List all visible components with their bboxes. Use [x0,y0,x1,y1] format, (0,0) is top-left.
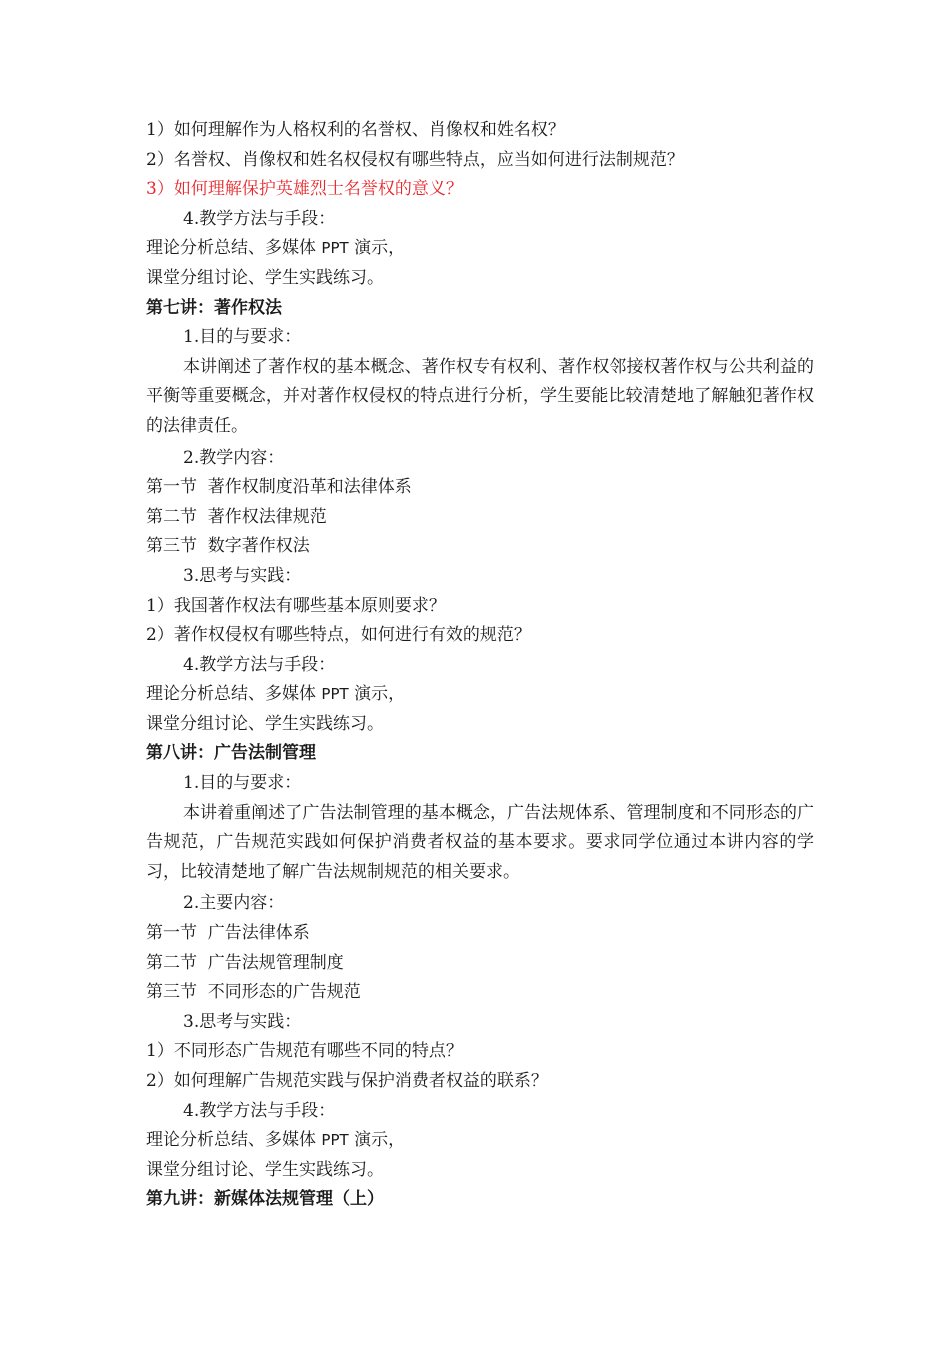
lecture8-section-1: 第一节 广告法律体系 [146,923,310,944]
lecture7-section-3: 第三节 数字著作权法 [146,536,310,557]
lecture8-method-heading: 4.教学方法与手段： [183,1100,336,1121]
method-text: 演示， [348,1130,406,1151]
lecture9-title: 第九讲：新媒体法规管理（上） [146,1189,384,1210]
lecture6-question-2: 2）名誉权、肖像权和姓名权侵权有哪些特点，应当如何进行法制规范？ [146,149,684,170]
lecture7-goal-heading: 1.目的与要求： [183,327,302,348]
lecture8-section-3: 第三节 不同形态的广告规范 [146,982,361,1003]
lecture6-question-3-highlighted: 3）如何理解保护英雄烈士名誉权的意义？ [146,179,463,200]
lecture6-method-line-1 [146,234,814,264]
method-text: 理论分析总结、多媒体 [146,238,322,259]
lecture7-method-heading: 4.教学方法与手段： [183,654,336,675]
method-text: 理论分析总结、多媒体 [146,684,322,705]
ppt-text: PPT [321,239,349,258]
method-text: 理论分析总结、多媒体 [146,1130,322,1151]
lecture8-question-2: 2）如何理解广告规范实践与保护消费者权益的联系？ [146,1071,548,1091]
method-text: 演示， [348,684,406,705]
lecture6-question-1: 1）如何理解作为人格权利的名誉权、肖像权和姓名权？ [146,120,565,140]
lecture8-goal-text: 本讲着重阐述了广告法制管理的基本概念，广告法规体系、管理制度和不同形态的广告规范，广告规范实践如何保护消费者权益的基本要求。要求同学位通过本讲内容的学习，比较清楚地了解广告法规制规范的相关要求。 [146,802,814,882]
lecture7-method-line-1 [146,680,814,710]
ppt-text: PPT [321,685,349,704]
lecture7-section-1: 第一节 著作权制度沿革和法律体系 [146,477,412,498]
lecture6-method-line-2: 课堂分组讨论、学生实践练习。 [146,267,384,288]
lecture7-content-heading: 2.教学内容： [183,447,285,468]
lecture8-title: 第八讲：广告法制管理 [146,743,316,764]
method-text: 演示， [348,238,406,259]
lecture8-content-heading: 2.主要内容： [183,893,285,914]
lecture6-method-heading: 4.教学方法与手段： [183,208,336,229]
lecture8-method-line-1 [146,1126,814,1156]
lecture7-question-1: 1）我国著作权法有哪些基本原则要求？ [146,595,446,616]
lecture8-question-1: 1）不同形态广告规范有哪些不同的特点？ [146,1041,463,1062]
lecture8-section-2: 第二节 广告法规管理制度 [146,952,344,973]
lecture8-goal-heading: 1.目的与要求： [183,773,302,794]
lecture7-title: 第七讲：著作权法 [146,297,282,318]
lecture8-method-line-2: 课堂分组讨论、学生实践练习。 [146,1159,384,1180]
lecture7-goal-text: 本讲阐述了著作权的基本概念、著作权专有权利、著作权邻接权著作权与公共利益的平衡等重要概念，并对著作权侵权的特点进行分析，学生要能比较清楚地了解触犯著作权的法律责任。 [146,356,814,436]
lecture8-practice-heading: 3.思考与实践： [183,1011,302,1032]
lecture7-section-2: 第二节 著作权法律规范 [146,506,327,527]
lecture7-question-2: 2）著作权侵权有哪些特点，如何进行有效的规范？ [146,625,531,646]
lecture7-practice-heading: 3.思考与实践： [183,565,302,586]
lecture7-method-line-2: 课堂分组讨论、学生实践练习。 [146,713,384,734]
ppt-text: PPT [321,1131,349,1150]
document-page [146,116,814,1215]
